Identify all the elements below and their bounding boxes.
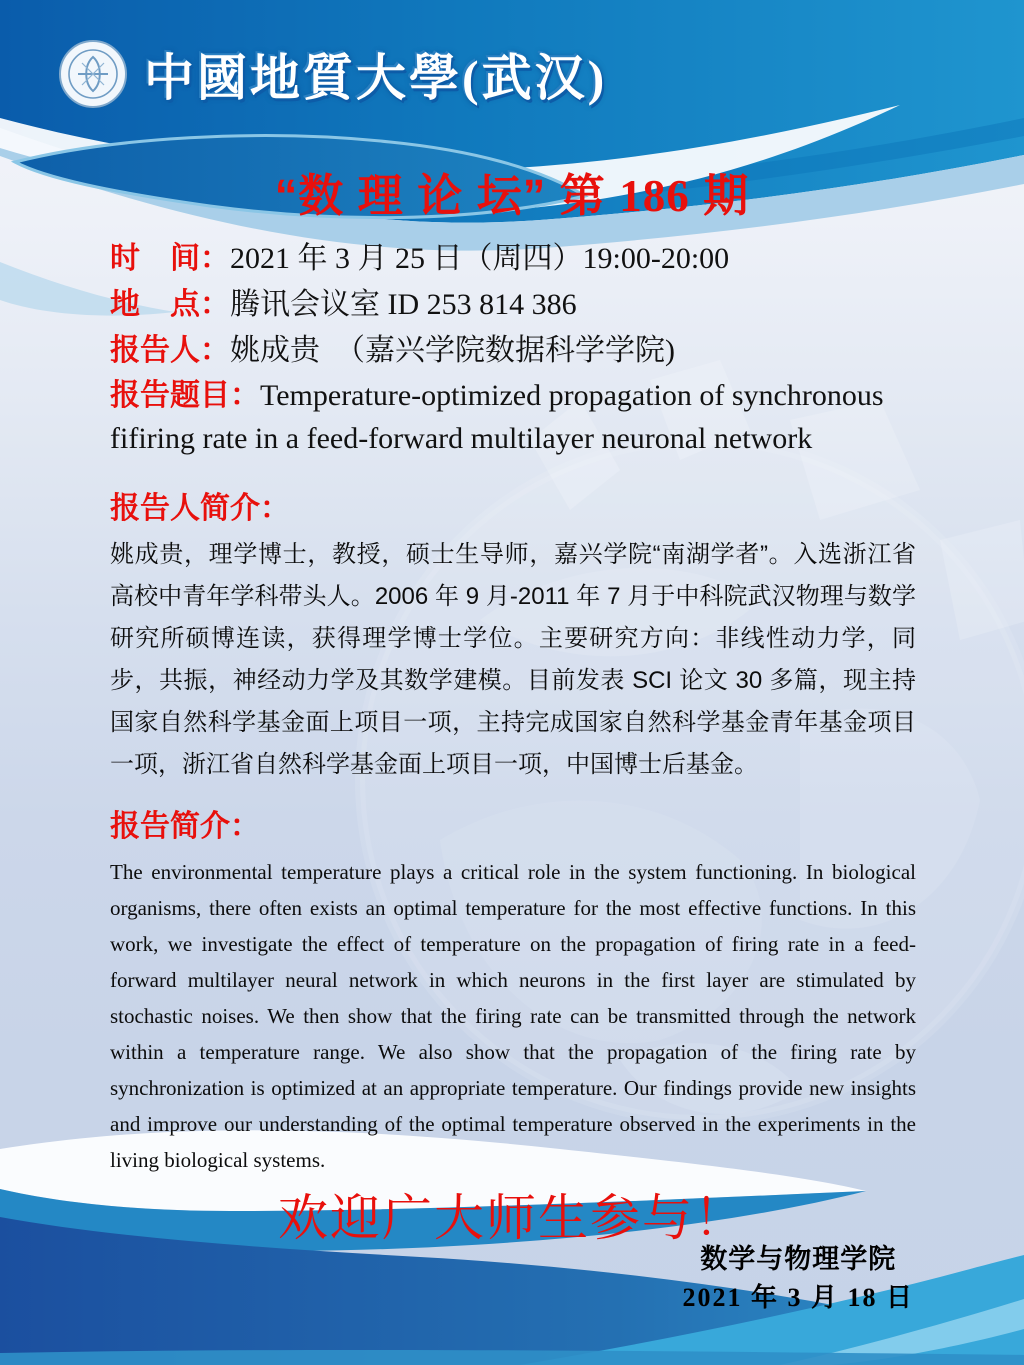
info-label-location: 地 点：: [110, 288, 230, 321]
poster-issue-prefix: 第: [559, 170, 606, 221]
info-row-speaker: [110, 328, 916, 374]
info-label-talk-title: 报告题目：: [110, 379, 260, 412]
speaker-bio-text: 姚成贵，理学博士，教授，硕士生导师，嘉兴学院“南湖学者”。入选浙江省高校中青年学科带头人。2006 年 9 月-2011 年 7 月于中科院武汉物理与数学研究所硕博连读，获得理学博士学位。主要研究方向：非线性动力学，同步，共振，神经动力学及其数学建模。目前发表 SCI 论文 30 多篇，现主持国家自然科学基金面上项目一项，主持完成国家自然科学基金青年基金项目一项，浙江省自然科学基金面上项目一项，中国博士后基金。: [110, 541, 916, 778]
poster-issue-suffix: 期: [703, 170, 750, 221]
info-row-location: [110, 282, 916, 328]
seminar-info-list: [110, 236, 916, 460]
info-label-time: 时 间：: [110, 242, 230, 275]
info-row-talk-title: [110, 374, 916, 460]
info-label-speaker: 报告人：: [110, 334, 230, 367]
info-value-location: 腾讯会议室 ID 253 814 386: [230, 288, 577, 321]
signature-block: [682, 1242, 914, 1320]
poster-title-quoted: “数 理 论 坛”: [274, 170, 547, 221]
poster-issue-number: 186: [619, 171, 690, 221]
abstract-text: The environmental temperature plays a critical role in the system functioning. In biological organisms, there often exists an optimal temperature for the most effective functions. In this work, we investigate the effect of temperature on the propagation of firing rate in a feed-forward multilayer neural network in which neurons in the first layer are stimulated by stochastic noises. We then show that the firing rate can be transmitted through the network within a temperature range. We also show that the propagation of the firing rate by synchronization is optimized at an appropriate temperature. Our findings provide new insights and improve our understanding of the optimal temperature observed in the experiments in the living biological systems.: [110, 860, 916, 1172]
info-value-talk-title: Temperature-optimized propagation of synchronous fifiring rate in a feed-forward multilayer neuronal network: [110, 379, 884, 455]
poster-title: [0, 0, 1024, 222]
info-row-time: [110, 236, 916, 282]
info-value-time: 2021 年 3 月 25 日（周四）19:00-20:00: [230, 242, 730, 275]
organization-name: 数学与物理学院: [700, 1244, 897, 1274]
speaker-bio-heading: 报告人简介：: [110, 492, 290, 525]
info-value-speaker: 姚成贵 （嘉兴学院数据科学学院): [230, 334, 675, 367]
abstract-heading: 报告简介：: [110, 810, 260, 843]
poster-date: 2021 年 3 月 18 日: [682, 1283, 914, 1312]
university-name: 中國地質大學(武汉): [144, 50, 608, 106]
welcome-line: 欢迎广大师生参与！: [278, 1190, 746, 1246]
